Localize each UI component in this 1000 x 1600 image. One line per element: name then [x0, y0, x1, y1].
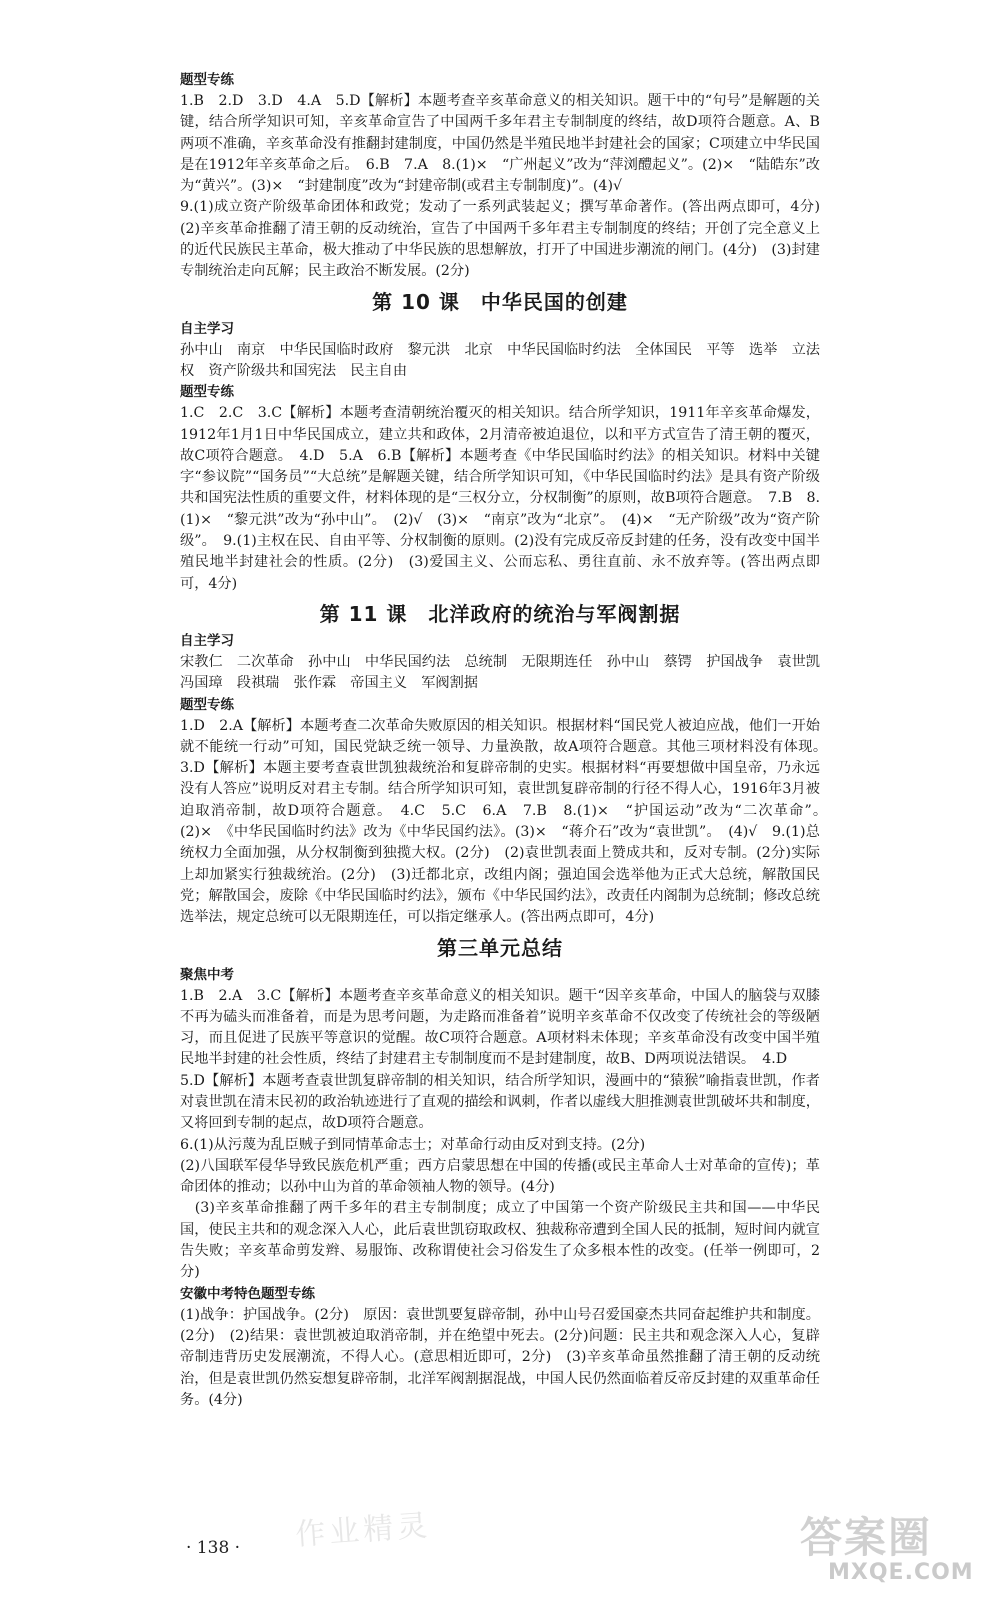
answer-paragraph: 6.(1)从污蔑为乱臣贼子到同情革命志士；对革命行动由反对到支持。(2分) [180, 1136, 646, 1153]
section-heading-exam-focus: 聚焦中考 [180, 966, 234, 983]
answer-page [180, 70, 835, 1411]
watermark-url: MXQE.COM [828, 1560, 974, 1585]
watermark-logo-text: 答案圈 [800, 1513, 933, 1562]
answer-paragraph: (2)八国联军侵华导致民族危机严重；西方启蒙思想在中国的传播(或民主革命人士对革命的宣传)；革命团体的推动；以孙中山为首的革命领袖人物的领导。(4分) [180, 1157, 820, 1196]
answer-paragraph: 9.(1)成立资产阶级革命团体和政党；发动了一系列武装起义；撰写革命著作。(答出两点即可，4分) (2)辛亥革命推翻了清王朝的反动统治，宣告了中国两千多年君主专制制度的终结；开创了完全意义上的近代民族民主革命，极大推动了中华民族的思想解放，打开了中国进步潮流的闸门。(4分) (3)封建专制统治走向瓦解；民主政治不断发展。(2分) [180, 199, 835, 280]
answer-paragraph: 1.B 2.A 3.C【解析】本题考查辛亥革命意义的相关知识。题干“因辛亥革命，中国人的脑袋与双膝不再为磕头而准备着，而是为思考问题，为走路而准备着”说明辛亥革命不仅改变了传统社会的等级陋习，而且促进了民族平等意识的觉醒。故C项符合题意。A项材料未体现；辛亥革命没有改变中国半殖民地半封建的社会性质，终结了封建君主专制制度而不是封建制度，故B、D两项说法错误。 4.D [180, 987, 820, 1068]
self-study-answers: 宋教仁 二次革命 孙中山 中华民国约法 总统制 无限期连任 孙中山 蔡锷 护国战争 袁世凯 冯国璋 段祺瑞 张作霖 帝国主义 军阀割据 [180, 653, 835, 692]
answer-paragraph: (1)战争：护国战争。(2分) 原因：袁世凯要复辟帝制，孙中山号召爱国豪杰共同奋起维护共和制度。(2分) (2)结果：袁世凯被迫取消帝制，并在绝望中死去。(2分)问题：民主共和观念深入人心，复辟帝制违背历史发展潮流，不得人心。(意思相近即可，2分) (3)辛亥革命虽然推翻了清王朝的反动统治，但是袁世凯仍然妄想复辟帝制，北洋军阀割据混战，中国人民仍然面临着反帝反封建的双重革命任务。(4分) [180, 1306, 820, 1408]
section-heading-anhui: 安徽中考特色题型专练 [180, 1285, 315, 1302]
section-heading-practice: 题型专练 [180, 72, 234, 88]
section-heading-self-study: 自主学习 [180, 320, 234, 337]
section-heading-practice: 题型专练 [180, 384, 234, 401]
watermark-logo [800, 1505, 990, 1595]
answer-paragraph: 1.C 2.C 3.C【解析】本题考查清朝统治覆灭的相关知识。结合所学知识，1911年辛亥革命爆发，1912年1月1日中华民国成立，建立共和政体，2月清帝被迫退位，以和平方式宣告了清王朝的覆灭，故C项符合题意。 4.D 5.A 6.B【解析】本题考查《中华民国临时约法》的相关知识。材料中关键字“参议院”“国务员”“大总统”是解题关键，结合所学知识可知，《中华民国临时约法》是具有资产阶级共和国宪法性质的重要文件，材料体现的是“三权分立，分权制衡”的原则，故B项符合题意。 7.B 8.(1)× “黎元洪”改为“孙中山”。 (2)√ (3)× “南京”改为“北京”。 (4)× “无产阶级”改为“资产阶级”。 9.(1)主权在民、自由平等、分权制衡的原则。(2)没有完成反帝反封建的任务，没有改变中国半殖民地半封建社会的性质。(2分) (3)爱国主义、公而忘私、勇往直前、永不放弃等。(答出两点即可，4分) [180, 405, 820, 592]
section-heading-self-study: 自主学习 [180, 632, 234, 649]
unit-3-summary-title: 第三单元总结 [437, 935, 563, 960]
section-heading-practice: 题型专练 [180, 696, 234, 713]
self-study-answers: 孙中山 南京 中华民国临时政府 黎元洪 北京 中华民国临时约法 全体国民 平等 选举 立法权 资产阶级共和国宪法 民主自由 [180, 341, 820, 379]
answer-paragraph: 1.B 2.D 3.D 4.A 5.D【解析】本题考查辛亥革命意义的相关知识。题干中的“句号”是解题的关键，结合所学知识可知，辛亥革命宣告了中国两千多年君主专制制度的终结，故D项符合题意。A、B两项不准确，辛亥革命没有推翻封建制度，中国仍然是半殖民地半封建社会的国家；C项建立中华民国是在1912年辛亥革命之后。 6.B 7.A 8.(1)× “广州起义”改为“萍浏醴起义”。(2)× “陆皓东”改为“黄兴”。(3)× “封建制度”改为“封建帝制(或君主专制制度)”。(4)√ [180, 93, 820, 195]
page-number: · 138 · [186, 1538, 241, 1558]
lesson-10-title: 第 10 课 中华民国的创建 [372, 289, 628, 314]
answer-paragraph: 1.D 2.A【解析】本题考查二次革命失败原因的相关知识。根据材料“国民党人被迫应战，他们一开始就不能统一行动”可知，国民党缺乏统一领导、力量涣散，故A项符合题意。其他三项材料没有体现。 3.D【解析】本题主要考查袁世凯独裁统治和复辟帝制的史实。根据材料“再要想做中国皇帝，乃永远没有人答应”说明反对君主专制。结合所学知识可知，袁世凯复辟帝制的行径不得人心，1916年3月被迫取消帝制，故D项符合题意。 4.C 5.C 6.A 7.B 8.(1)× “护国运动”改为“二次革命”。 (2)× 《中华民国临时约法》改为《中华民国约法》。(3)× “蒋介石”改为“袁世凯”。 (4)√ 9.(1)总统权力全面加强，从分权制衡到独揽大权。(2分) (2)袁世凯表面上赞成共和，反对专制。(2分)实际上却加紧实行独裁统治。(2分) (3)迁都北京，改组内阁；强迫国会选举他为正式大总统，解散国民党；解散国会，废除《中华民国临时约法》，颁布《中华民国约法》，改责任内阁制为总统制；修改总统选举法，规定总统可以无限期连任，可以指定继承人。(答出两点即可，4分) [180, 717, 835, 926]
answer-paragraph: (3)辛亥革命推翻了两千多年的君主专制制度；成立了中国第一个资产阶级民主共和国——中华民国，使民主共和的观念深入人心，此后袁世凯窃取政权、独裁称帝遭到全国人民的抵制，短时间内就宣告失败；辛亥革命剪发辫、易服饰、改称谓使社会习俗发生了众多根本性的改变。(任举一例即可，2分) [180, 1200, 820, 1281]
lesson-11-title: 第 11 课 北洋政府的统治与军阀割据 [319, 601, 681, 626]
answer-paragraph: 5.D【解析】本题考查袁世凯复辟帝制的相关知识，结合所学知识，漫画中的“猿猴”喻指袁世凯，作者对袁世凯在清末民初的政治轨迹进行了直观的描绘和讽刺，作者以虚线大胆推测袁世凯破坏共和制度，又将回到专制的起点，故D项符合题意。 [180, 1072, 820, 1132]
watermark-text: 作业精灵 [294, 1508, 433, 1553]
